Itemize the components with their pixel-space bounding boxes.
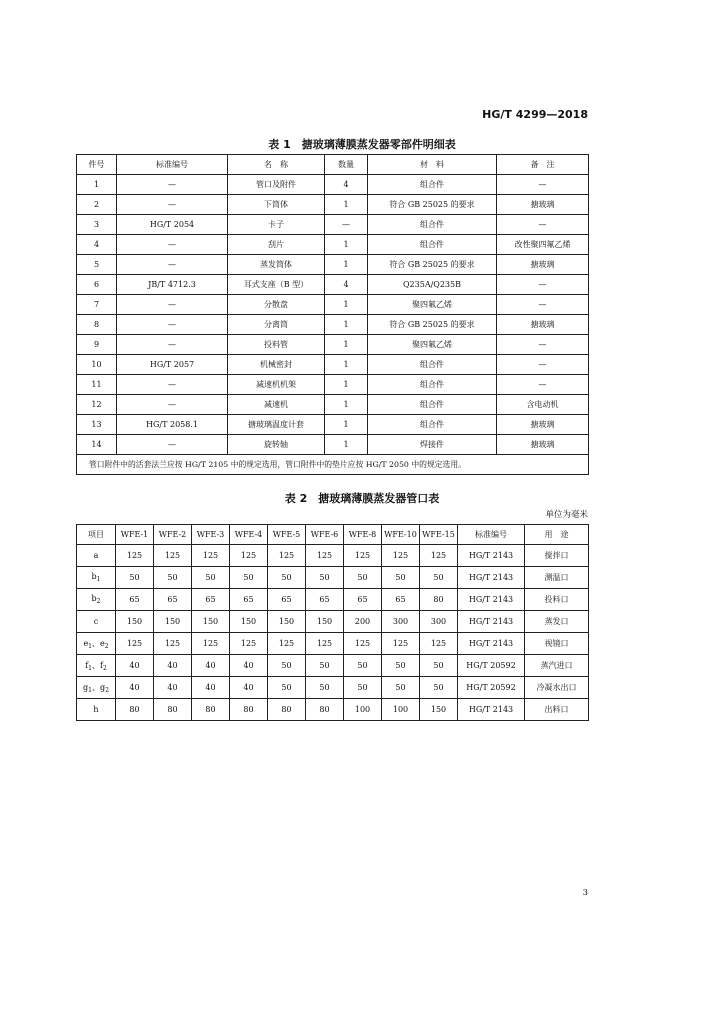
item-label: f [85,660,89,670]
table-cell: 组合件 [368,235,497,255]
table-cell: 耳式支座（B 型） [228,275,325,295]
table-cell: 1 [325,415,368,435]
page-number: 3 [582,888,588,898]
value-cell: 150 [420,699,458,721]
table-cell: 12 [77,395,117,415]
table-row [77,567,589,589]
item-label: g [83,682,89,692]
column-header: 标准编号 [458,525,525,545]
value-cell: 50 [306,567,344,589]
table-cell: 搪玻璃温度计套 [228,415,325,435]
value-cell: 65 [344,589,382,611]
table-cell: 组合件 [368,415,497,435]
value-cell: 125 [382,633,420,655]
standard-cell: HG/T 2143 [458,567,525,589]
standard-cell: HG/T 2143 [458,589,525,611]
item-cell [77,589,116,611]
value-cell: 80 [306,699,344,721]
value-cell: 50 [344,655,382,677]
table-row [77,175,589,195]
value-cell: 125 [344,633,382,655]
value-cell: 300 [382,611,420,633]
item-cell [77,545,116,567]
table-cell: 2 [77,195,117,215]
value-cell: 50 [268,677,306,699]
table-cell: 14 [77,435,117,455]
table-cell: 改性聚四氟乙烯 [497,235,589,255]
column-header: WFE-2 [154,525,192,545]
value-cell: 65 [192,589,230,611]
item-cell [77,677,116,699]
value-cell: 125 [382,545,420,567]
table-cell: 搪玻璃 [497,415,589,435]
table-row [77,633,589,655]
item-cell [77,633,116,655]
table-cell: — [117,195,228,215]
value-cell: 125 [230,545,268,567]
column-header: 项目 [77,525,116,545]
table-row [77,589,589,611]
value-cell: 125 [192,633,230,655]
value-cell: 50 [382,655,420,677]
column-header: WFE-6 [306,525,344,545]
item-subscript: 1 [88,686,92,694]
table-cell: 减速机 [228,395,325,415]
value-cell: 65 [116,589,154,611]
table-cell: 4 [325,275,368,295]
table-cell: 符合 GB 25025 的要求 [368,255,497,275]
value-cell: 40 [154,677,192,699]
column-header: WFE-10 [382,525,420,545]
value-cell: 50 [116,567,154,589]
parts-list-table [76,154,589,475]
table-cell: Q235A/Q235B [368,275,497,295]
table-cell: — [117,395,228,415]
table-cell: 组合件 [368,215,497,235]
item-subscript: 1 [88,642,92,650]
value-cell: 50 [420,677,458,699]
table-cell: 1 [325,395,368,415]
table-row [77,677,589,699]
value-cell: 300 [420,611,458,633]
item-subscript-2: 2 [104,642,109,650]
table-cell: — [497,295,589,315]
table-cell: 1 [325,435,368,455]
table-cell: 搪玻璃 [497,315,589,335]
table-cell: 旋转轴 [228,435,325,455]
column-header: WFE-3 [192,525,230,545]
value-cell: 150 [268,611,306,633]
table-row [77,545,589,567]
column-header: 材 料 [368,155,497,175]
item-label: a [93,551,99,560]
value-cell: 80 [116,699,154,721]
table-cell: 管口及附件 [228,175,325,195]
value-cell: 50 [420,567,458,589]
value-cell: 40 [154,655,192,677]
item-label: e [83,638,89,648]
table-row [77,435,589,455]
value-cell: 80 [230,699,268,721]
value-cell: 50 [230,567,268,589]
column-header: 数量 [325,155,368,175]
standard-code: HG/T 4299—2018 [482,108,588,121]
table-row [77,415,589,435]
table-cell: 组合件 [368,395,497,415]
table-cell: — [117,255,228,275]
value-cell: 65 [382,589,420,611]
table-cell: 1 [325,375,368,395]
column-header: 件号 [77,155,117,175]
table-cell: 1 [325,355,368,375]
table-cell: 1 [325,295,368,315]
value-cell: 50 [192,567,230,589]
value-cell: 50 [268,567,306,589]
value-cell: 125 [154,545,192,567]
value-cell: 125 [420,633,458,655]
table-header-row [77,525,589,545]
table-cell: 1 [325,335,368,355]
table-note: 管口附件中的活套法兰应按 HG/T 2105 中的规定选用，管口附件中的垫片应按 HG/T 2050 中的规定选用。 [77,455,589,475]
table-row [77,235,589,255]
value-cell: 125 [344,545,382,567]
table-cell: 含电动机 [497,395,589,415]
table-cell: — [117,175,228,195]
table-cell: 搪玻璃 [497,195,589,215]
table-cell: 符合 GB 25025 的要求 [368,315,497,335]
standard-cell: HG/T 2143 [458,699,525,721]
table-cell: 焊接件 [368,435,497,455]
value-cell: 50 [268,655,306,677]
table-row [77,355,589,375]
value-cell: 50 [382,677,420,699]
table-cell: — [325,215,368,235]
value-cell: 80 [154,699,192,721]
table-cell: 4 [77,235,117,255]
value-cell: 150 [154,611,192,633]
table1-title: 表 1 搪玻璃薄膜蒸发器零部件明细表 [268,138,456,151]
value-cell: 50 [382,567,420,589]
value-cell: 50 [344,567,382,589]
item-label: h [93,705,99,714]
table-cell: 10 [77,355,117,375]
table-cell: — [497,275,589,295]
value-cell: 65 [268,589,306,611]
value-cell: 40 [116,655,154,677]
value-cell: 100 [344,699,382,721]
value-cell: 125 [420,545,458,567]
table-cell: — [117,295,228,315]
value-cell: 150 [192,611,230,633]
use-cell: 出料口 [525,699,589,721]
value-cell: 125 [230,633,268,655]
item-subscript: 1 [96,576,101,583]
item-cell [77,567,116,589]
item-subscript-2: 2 [102,664,107,672]
value-cell: 150 [116,611,154,633]
table-cell: 搪玻璃 [497,255,589,275]
item-label: c [93,617,99,626]
table-note-row [77,455,589,475]
column-header: WFE-4 [230,525,268,545]
column-header: WFE-8 [344,525,382,545]
table-row [77,295,589,315]
value-cell: 40 [192,655,230,677]
table-cell: 3 [77,215,117,235]
value-cell: 65 [306,589,344,611]
table-cell: — [117,435,228,455]
table-cell: 组合件 [368,355,497,375]
table-cell: 减速机机架 [228,375,325,395]
item-cell [77,699,116,721]
standard-cell: HG/T 2143 [458,545,525,567]
value-cell: 125 [306,633,344,655]
value-cell: 125 [192,545,230,567]
use-cell: 蒸汽进口 [525,655,589,677]
item-label-2: 、g [92,682,106,692]
table-cell: — [117,235,228,255]
table-cell: 下筒体 [228,195,325,215]
column-header: 名 称 [228,155,325,175]
table-cell: 聚四氟乙烯 [368,295,497,315]
column-header: 备 注 [497,155,589,175]
table-row [77,375,589,395]
table-cell: 搪玻璃 [497,435,589,455]
item-label: b [91,594,97,603]
table-cell: 分离筒 [228,315,325,335]
use-cell: 视镜口 [525,633,589,655]
table-row [77,335,589,355]
value-cell: 200 [344,611,382,633]
table-cell: — [497,175,589,195]
item-cell [77,611,116,633]
table-cell: 6 [77,275,117,295]
use-cell: 搅拌口 [525,545,589,567]
table-cell: — [117,375,228,395]
table-cell: 4 [325,175,368,195]
table-cell: 投料管 [228,335,325,355]
table-cell: — [497,335,589,355]
standard-cell: HG/T 20592 [458,655,525,677]
table2-title: 表 2 搪玻璃薄膜蒸发器管口表 [284,492,440,505]
table-cell: 聚四氟乙烯 [368,335,497,355]
standard-cell: HG/T 2143 [458,633,525,655]
table-cell: JB/T 4712.3 [117,275,228,295]
use-cell: 测温口 [525,567,589,589]
value-cell: 125 [306,545,344,567]
table-cell: 8 [77,315,117,335]
value-cell: 80 [192,699,230,721]
use-cell: 蒸发口 [525,611,589,633]
value-cell: 40 [230,655,268,677]
table-cell: — [117,315,228,335]
column-header: WFE-15 [420,525,458,545]
table-cell: 1 [325,255,368,275]
table-cell: 组合件 [368,175,497,195]
table-cell: 11 [77,375,117,395]
use-cell: 投料口 [525,589,589,611]
table-cell: 1 [77,175,117,195]
table-row [77,195,589,215]
item-subscript-2: 2 [105,686,109,694]
use-cell: 冷凝水出口 [525,677,589,699]
table-cell: 卡子 [228,215,325,235]
table-cell: HG/T 2058.1 [117,415,228,435]
table-cell: 刮片 [228,235,325,255]
value-cell: 50 [306,655,344,677]
table-cell: 符合 GB 25025 的要求 [368,195,497,215]
table-row [77,275,589,295]
value-cell: 125 [116,545,154,567]
table-row [77,611,589,633]
table-cell: 分散盘 [228,295,325,315]
value-cell: 50 [306,677,344,699]
item-label-2: 、e [92,638,105,648]
value-cell: 150 [306,611,344,633]
item-label: b [91,572,97,581]
column-header: 标准编号 [117,155,228,175]
value-cell: 40 [116,677,154,699]
column-header: WFE-1 [116,525,154,545]
table-cell: 1 [325,195,368,215]
table-cell: 组合件 [368,375,497,395]
table-cell: — [117,335,228,355]
table-cell: — [497,355,589,375]
table-cell: HG/T 2054 [117,215,228,235]
table-row [77,655,589,677]
column-header: 用 途 [525,525,589,545]
column-header: WFE-5 [268,525,306,545]
table-cell: — [497,215,589,235]
value-cell: 125 [116,633,154,655]
value-cell: 100 [382,699,420,721]
value-cell: 125 [154,633,192,655]
value-cell: 40 [192,677,230,699]
table-row [77,395,589,415]
value-cell: 40 [230,677,268,699]
table-cell: — [497,375,589,395]
item-subscript: 1 [88,664,92,672]
value-cell: 125 [268,633,306,655]
unit-note: 单位为毫米 [545,510,588,520]
value-cell: 50 [420,655,458,677]
table-cell: 13 [77,415,117,435]
table-cell: 9 [77,335,117,355]
table-cell: 蒸发筒体 [228,255,325,275]
value-cell: 65 [230,589,268,611]
value-cell: 50 [344,677,382,699]
value-cell: 80 [268,699,306,721]
table-row [77,315,589,335]
value-cell: 150 [230,611,268,633]
standard-cell: HG/T 20592 [458,677,525,699]
table-header-row [77,155,589,175]
nozzle-table [76,524,589,721]
item-subscript: 2 [96,598,101,605]
table-cell: 1 [325,315,368,335]
value-cell: 65 [154,589,192,611]
table-row [77,699,589,721]
item-cell [77,655,116,677]
table-row [77,215,589,235]
table-cell: HG/T 2057 [117,355,228,375]
table-cell: 机械密封 [228,355,325,375]
table-cell: 1 [325,235,368,255]
table-cell: 7 [77,295,117,315]
standard-cell: HG/T 2143 [458,611,525,633]
table-cell: 5 [77,255,117,275]
value-cell: 80 [420,589,458,611]
table-row [77,255,589,275]
value-cell: 125 [268,545,306,567]
item-label-2: 、f [92,660,103,670]
value-cell: 50 [154,567,192,589]
